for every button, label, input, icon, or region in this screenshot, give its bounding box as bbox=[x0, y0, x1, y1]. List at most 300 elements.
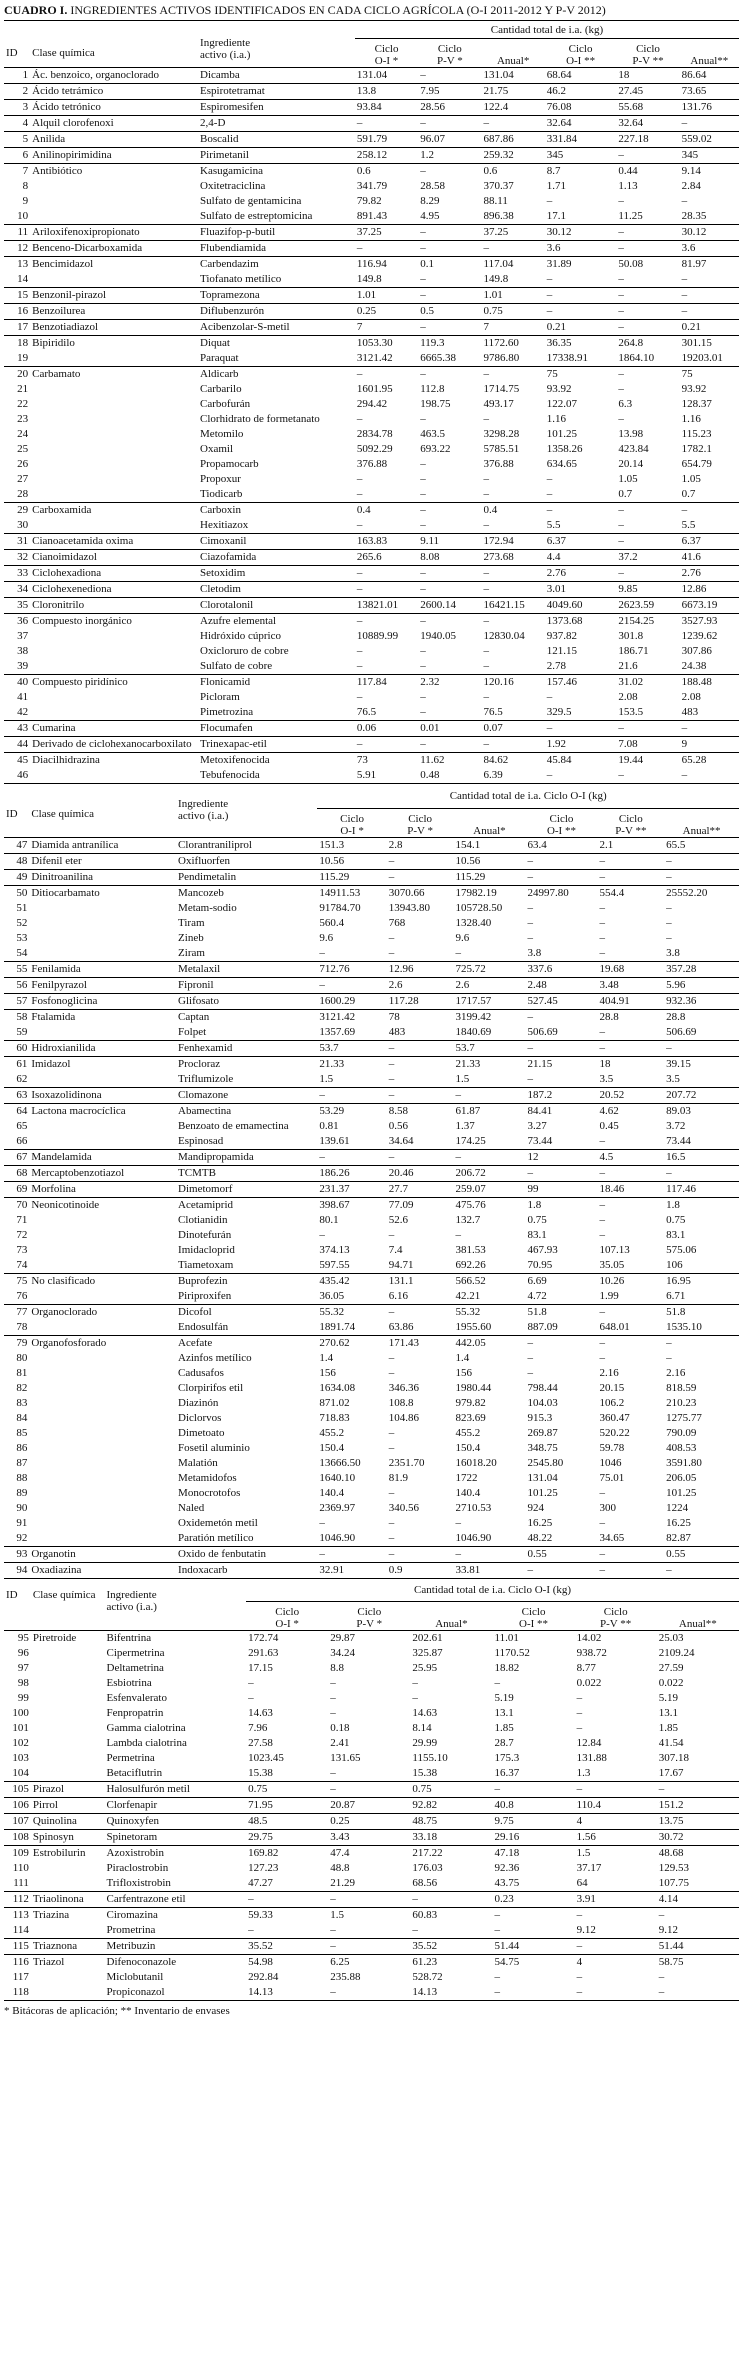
cell-clase: Triazina bbox=[31, 1908, 105, 1924]
table-row bbox=[4, 1676, 739, 1691]
cell-anual-envases: 483 bbox=[681, 706, 699, 718]
cell-ciclo-pv-envases: – bbox=[599, 1026, 605, 1038]
cell-id: 65 bbox=[16, 1120, 28, 1132]
table-row bbox=[4, 1563, 739, 1579]
cell-ciclo-pv-bitacora: 0.9 bbox=[387, 1563, 454, 1579]
table-caption bbox=[4, 3, 739, 18]
cell-anual-envases: 0.55 bbox=[664, 1547, 739, 1563]
cell-anual-bitacora: 1980.44 bbox=[455, 1382, 492, 1394]
cell-anual-envases: 0.21 bbox=[680, 320, 739, 336]
cell-ciclo-pv-bitacora: – bbox=[388, 1442, 395, 1454]
cell-anual-bitacora: – bbox=[410, 1892, 492, 1908]
cell-ciclo-oi-bitacora: 151.3 bbox=[319, 839, 345, 851]
cell-anual-envases: 12.86 bbox=[680, 582, 739, 598]
c2-line2: P-V * bbox=[356, 1618, 383, 1630]
cell-ciclo-oi-envases: – bbox=[545, 503, 617, 519]
table-row bbox=[4, 1471, 739, 1486]
cell-ciclo-pv-bitacora: – bbox=[418, 241, 481, 257]
cell-clase bbox=[30, 397, 198, 412]
cell-id: 50 bbox=[4, 886, 29, 902]
table-row bbox=[4, 1631, 739, 1647]
cell-ingrediente: Esfenvalerato bbox=[106, 1692, 167, 1704]
cell-ciclo-oi-bitacora: 294.42 bbox=[356, 398, 388, 410]
cell-ingrediente: Cimoxanil bbox=[198, 534, 355, 550]
table-row bbox=[4, 1411, 739, 1426]
cell-anual-bitacora: – bbox=[482, 582, 545, 598]
cell-ciclo-oi-envases: 0.23 bbox=[492, 1892, 574, 1908]
cell-ciclo-oi-envases: – bbox=[545, 288, 617, 304]
cell-id: 42 bbox=[17, 706, 29, 718]
cell-ciclo-pv-envases: – bbox=[576, 1986, 583, 1998]
cell-ciclo-oi-envases: – bbox=[546, 691, 553, 703]
cell-id: 116 bbox=[4, 1955, 31, 1971]
cell-ciclo-pv-envases: – bbox=[576, 1722, 583, 1734]
table-row bbox=[4, 68, 739, 84]
cell-ciclo-oi-bitacora: 13.8 bbox=[355, 84, 418, 100]
cell-ciclo-oi-bitacora: 718.83 bbox=[319, 1412, 350, 1424]
cell-anual-envases: 19203.01 bbox=[681, 352, 723, 364]
cell-ingrediente: Triflumizole bbox=[178, 1073, 234, 1085]
cell-ciclo-oi-bitacora: – bbox=[355, 241, 418, 257]
cell-anual-envases: 9.12 bbox=[658, 1924, 678, 1936]
cell-ciclo-oi-bitacora: 10.56 bbox=[317, 854, 386, 870]
cell-ciclo-oi-bitacora: 1601.95 bbox=[356, 383, 393, 395]
cell-anual-envases: 6.71 bbox=[666, 1290, 686, 1302]
cell-clase: Benzoilurea bbox=[30, 304, 198, 320]
table-row bbox=[4, 1072, 739, 1088]
cell-ciclo-pv-envases: 10.26 bbox=[597, 1274, 664, 1290]
cell-ciclo-pv-envases: 1.3 bbox=[576, 1767, 591, 1779]
table-row bbox=[4, 1182, 739, 1198]
cell-ciclo-oi-bitacora: – bbox=[356, 660, 363, 672]
cell-ciclo-pv-bitacora: – bbox=[418, 566, 481, 582]
cell-anual-bitacora: 1722 bbox=[455, 1472, 478, 1484]
c2-line1: Ciclo bbox=[437, 43, 462, 55]
cell-anual-envases: 58.75 bbox=[657, 1955, 739, 1971]
cell-ciclo-pv-envases: 2.16 bbox=[599, 1367, 619, 1379]
cell-ingrediente: Folpet bbox=[178, 1026, 207, 1038]
cell-ciclo-pv-bitacora: 2.6 bbox=[387, 978, 454, 994]
cell-id: 32 bbox=[4, 550, 30, 566]
cell-anual-envases: – bbox=[664, 854, 739, 870]
cell-id: 44 bbox=[4, 737, 30, 753]
cell-ciclo-oi-bitacora: 14911.53 bbox=[317, 886, 386, 902]
table-row bbox=[4, 1814, 739, 1830]
cell-ciclo-oi-bitacora: – bbox=[355, 566, 418, 582]
cell-anual-bitacora: – bbox=[482, 241, 545, 257]
cell-ciclo-oi-bitacora: 131.04 bbox=[356, 69, 388, 81]
cell-anual-envases: 51.8 bbox=[664, 1305, 739, 1321]
cell-ciclo-oi-bitacora: 53.7 bbox=[317, 1041, 386, 1057]
table-body-part-2 bbox=[4, 838, 739, 1579]
cell-ciclo-pv-envases: – bbox=[597, 1305, 664, 1321]
cell-anual-envases: 1275.77 bbox=[666, 1412, 702, 1424]
cell-anual-bitacora: 149.8 bbox=[483, 273, 509, 285]
cell-clase bbox=[29, 1366, 176, 1381]
cell-ciclo-oi-envases: 4049.60 bbox=[545, 598, 617, 614]
cell-ciclo-pv-envases: – bbox=[599, 932, 605, 944]
table-row bbox=[4, 382, 739, 397]
table-row bbox=[4, 518, 739, 534]
cell-ingrediente: Metam-sodio bbox=[178, 902, 237, 914]
cell-ciclo-pv-envases: 106.2 bbox=[599, 1397, 625, 1409]
cell-anual-envases: – bbox=[658, 1986, 665, 1998]
cell-clase: Bipiridilo bbox=[30, 336, 198, 352]
cell-ciclo-oi-bitacora: 17.15 bbox=[248, 1662, 273, 1674]
cell-ciclo-oi-bitacora: – bbox=[317, 1547, 386, 1563]
cell-id: 17 bbox=[4, 320, 30, 336]
cell-ciclo-oi-bitacora: – bbox=[248, 1677, 254, 1689]
cell-clase bbox=[31, 1646, 105, 1661]
cell-clase: Cumarina bbox=[30, 721, 198, 737]
cell-ciclo-oi-envases: – bbox=[492, 1908, 574, 1924]
cell-clase: Triazol bbox=[31, 1955, 105, 1971]
cell-id: 45 bbox=[4, 753, 30, 769]
cell-anual-envases: 5.5 bbox=[681, 519, 696, 531]
cell-ciclo-oi-envases: 68.64 bbox=[546, 69, 572, 81]
cell-id: 104 bbox=[12, 1767, 29, 1779]
cell-ciclo-pv-envases: 34.65 bbox=[599, 1532, 625, 1544]
cell-id: 43 bbox=[4, 721, 30, 737]
cell-anual-envases: 2.84 bbox=[681, 180, 701, 192]
col-header-ciclo-oi-envases-2 bbox=[525, 809, 597, 838]
cell-anual-bitacora: 68.56 bbox=[412, 1877, 438, 1889]
cell-anual-envases: – bbox=[681, 195, 688, 207]
cell-ingrediente: Pimetrozina bbox=[200, 706, 254, 718]
cell-ciclo-pv-envases: 20.52 bbox=[597, 1088, 664, 1104]
cell-id: 1 bbox=[22, 69, 29, 81]
cell-ciclo-pv-bitacora: 34.24 bbox=[330, 1647, 355, 1659]
cell-ingrediente: Acefate bbox=[176, 1336, 317, 1352]
cell-id: 24 bbox=[17, 428, 29, 440]
table-row bbox=[4, 1501, 739, 1516]
table-row bbox=[4, 1751, 739, 1766]
cell-ciclo-oi-bitacora: – bbox=[317, 978, 386, 994]
cell-anual-bitacora: 25.95 bbox=[412, 1662, 438, 1674]
cell-ciclo-oi-envases: 798.44 bbox=[527, 1382, 558, 1394]
table-row bbox=[4, 1320, 739, 1336]
cell-ciclo-pv-envases: 1864.10 bbox=[618, 352, 655, 364]
cell-id: 34 bbox=[4, 582, 30, 598]
cell-anual-bitacora: 21.33 bbox=[453, 1057, 525, 1073]
cell-ciclo-oi-bitacora: 14.63 bbox=[248, 1707, 273, 1719]
cell-anual-envases: – bbox=[681, 273, 688, 285]
cell-ciclo-oi-bitacora: 374.13 bbox=[319, 1244, 350, 1256]
col-header-ciclo-pv-envases-2 bbox=[597, 809, 664, 838]
table-row bbox=[4, 582, 739, 598]
cell-ciclo-pv-bitacora: 0.18 bbox=[330, 1722, 350, 1734]
cell-clase: Carboxamida bbox=[30, 503, 198, 519]
cell-clase bbox=[31, 1970, 105, 1985]
cell-ciclo-pv-envases: 404.91 bbox=[597, 994, 664, 1010]
cell-anual-envases: – bbox=[666, 917, 672, 929]
cell-clase bbox=[29, 946, 176, 962]
cell-ciclo-oi-envases: – bbox=[527, 1352, 533, 1364]
c1-line1: Ciclo bbox=[275, 1606, 300, 1618]
cell-ciclo-oi-bitacora: 7.96 bbox=[248, 1722, 268, 1734]
cell-anual-envases: – bbox=[681, 769, 688, 781]
cell-ciclo-oi-bitacora: – bbox=[248, 1692, 254, 1704]
cell-ciclo-oi-bitacora: 0.4 bbox=[355, 503, 418, 519]
col-header-clase: Clase química bbox=[32, 47, 95, 59]
cell-ciclo-oi-bitacora: 139.61 bbox=[319, 1135, 350, 1147]
cell-clase bbox=[30, 442, 198, 457]
cell-id: 57 bbox=[4, 994, 29, 1010]
cell-ciclo-pv-bitacora: 8.58 bbox=[387, 1104, 454, 1120]
cell-ciclo-pv-envases: 4 bbox=[575, 1814, 657, 1830]
cell-anual-bitacora: 9.6 bbox=[455, 932, 470, 944]
c1-line2: O-I * bbox=[340, 825, 364, 837]
cell-ingrediente: Dinotefurán bbox=[178, 1229, 232, 1241]
cell-clase: Cianoimidazol bbox=[30, 550, 198, 566]
cell-clase: Organotin bbox=[29, 1547, 176, 1563]
cell-ciclo-pv-bitacora: 483 bbox=[388, 1026, 406, 1038]
table-row bbox=[4, 1923, 739, 1939]
cell-ciclo-pv-envases: 7.08 bbox=[616, 737, 679, 753]
cell-ciclo-pv-bitacora: 3070.66 bbox=[387, 886, 454, 902]
table-row bbox=[4, 962, 739, 978]
cell-ingrediente: Topramezona bbox=[198, 288, 355, 304]
cell-ciclo-pv-envases: – bbox=[616, 534, 679, 550]
cell-anual-bitacora: 29.99 bbox=[412, 1737, 438, 1749]
cell-ciclo-oi-bitacora: 1.01 bbox=[355, 288, 418, 304]
cell-ciclo-pv-envases: – bbox=[597, 1563, 664, 1579]
cell-ciclo-pv-envases: – bbox=[618, 383, 624, 395]
cell-clase bbox=[31, 1676, 105, 1691]
cell-clase: Hidroxianilida bbox=[29, 1041, 176, 1057]
cell-anual-bitacora: 150.4 bbox=[455, 1442, 481, 1454]
cell-ciclo-pv-envases: – bbox=[618, 519, 624, 531]
cell-ciclo-pv-bitacora: 4.95 bbox=[420, 210, 440, 222]
cell-anual-bitacora: 48.75 bbox=[410, 1814, 492, 1830]
cell-ingrediente: Acibenzolar-S-metil bbox=[198, 320, 355, 336]
cell-id: 103 bbox=[12, 1752, 29, 1764]
cell-ingrediente: Propiconazol bbox=[106, 1986, 165, 1998]
cell-clase: Compuesto piridínico bbox=[30, 675, 198, 691]
cell-ingrediente: Trifloxistrobin bbox=[106, 1877, 171, 1889]
table-row bbox=[4, 534, 739, 550]
table-row bbox=[4, 870, 739, 886]
cell-ciclo-oi-envases: 84.41 bbox=[525, 1104, 597, 1120]
cell-ciclo-pv-envases: 3.5 bbox=[599, 1073, 614, 1085]
cell-ciclo-oi-envases: 43.75 bbox=[494, 1877, 520, 1889]
cell-ciclo-oi-envases: 93.92 bbox=[546, 383, 572, 395]
cell-ciclo-pv-bitacora: 8.29 bbox=[420, 195, 440, 207]
cell-ciclo-pv-bitacora: 48.8 bbox=[330, 1862, 350, 1874]
cell-anual-envases: – bbox=[664, 1166, 739, 1182]
cell-ciclo-oi-bitacora: 1046.90 bbox=[319, 1532, 356, 1544]
cell-id: 54 bbox=[16, 947, 28, 959]
cell-ciclo-oi-envases: 11.01 bbox=[494, 1632, 519, 1644]
cell-id: 102 bbox=[12, 1737, 29, 1749]
cell-ciclo-pv-bitacora: 94.71 bbox=[388, 1259, 414, 1271]
cell-ingrediente: Miclobutanil bbox=[106, 1971, 164, 1983]
table-row bbox=[4, 503, 739, 519]
table-row bbox=[4, 1547, 739, 1563]
cell-anual-envases: 16.5 bbox=[664, 1150, 739, 1166]
cell-ciclo-pv-bitacora: – bbox=[420, 660, 426, 672]
cell-ciclo-pv-envases: – bbox=[599, 1352, 605, 1364]
cell-ciclo-pv-envases: – bbox=[597, 1198, 664, 1214]
cell-ciclo-pv-envases: 264.8 bbox=[616, 336, 679, 352]
cell-ciclo-oi-bitacora: 10889.99 bbox=[356, 630, 399, 642]
cell-anual-bitacora: – bbox=[482, 566, 545, 582]
cell-id: 111 bbox=[13, 1877, 29, 1889]
cell-ciclo-oi-bitacora: 55.32 bbox=[317, 1305, 386, 1321]
cell-ciclo-oi-envases: 2.48 bbox=[525, 978, 597, 994]
table-row bbox=[4, 946, 739, 962]
cell-clase bbox=[31, 1923, 105, 1939]
cell-ciclo-oi-bitacora: 172.74 bbox=[248, 1632, 279, 1644]
cell-id: 81 bbox=[16, 1367, 28, 1379]
cell-id: 117 bbox=[12, 1971, 29, 1983]
cell-id: 112 bbox=[4, 1892, 31, 1908]
cell-ciclo-oi-envases: 48.22 bbox=[527, 1532, 553, 1544]
cell-anual-envases: 0.022 bbox=[658, 1677, 684, 1689]
table-row bbox=[4, 1119, 739, 1134]
cell-ciclo-oi-envases: 467.93 bbox=[527, 1244, 558, 1256]
cell-ciclo-pv-bitacora: 52.6 bbox=[388, 1214, 409, 1226]
cell-ciclo-oi-envases: 269.87 bbox=[527, 1427, 558, 1439]
cell-anual-bitacora: – bbox=[412, 1924, 418, 1936]
cell-id: 78 bbox=[16, 1321, 28, 1333]
cell-ciclo-pv-envases: 37.2 bbox=[616, 550, 679, 566]
cell-clase bbox=[30, 487, 198, 503]
table-row bbox=[4, 1198, 739, 1214]
cell-ciclo-pv-bitacora: 119.3 bbox=[418, 336, 481, 352]
cell-ciclo-oi-envases: 75 bbox=[545, 367, 617, 383]
cell-ciclo-pv-bitacora: 1940.05 bbox=[420, 630, 456, 642]
cell-anual-envases: 25.03 bbox=[658, 1632, 684, 1644]
table-row bbox=[4, 472, 739, 487]
cell-id: 60 bbox=[4, 1041, 29, 1057]
cell-ciclo-pv-envases: 4.5 bbox=[597, 1150, 664, 1166]
cell-anual-bitacora: 37.25 bbox=[482, 225, 545, 241]
cell-ciclo-pv-bitacora: – bbox=[420, 706, 426, 718]
table-row bbox=[4, 854, 739, 870]
cell-ciclo-oi-bitacora: 71.95 bbox=[246, 1798, 328, 1814]
col-header-ciclo-pv-bitacora bbox=[418, 39, 481, 68]
cell-clase bbox=[29, 931, 176, 946]
table-row bbox=[4, 225, 739, 241]
cell-ingrediente: Espirotetramat bbox=[198, 84, 355, 100]
cell-ciclo-oi-envases: 101.25 bbox=[546, 428, 578, 440]
cell-ciclo-pv-bitacora: 0.25 bbox=[328, 1814, 410, 1830]
c1-line1: Ciclo bbox=[340, 813, 365, 825]
cell-id: 114 bbox=[12, 1924, 29, 1936]
table-row bbox=[4, 1486, 739, 1501]
cell-clase bbox=[29, 1351, 176, 1366]
cell-ciclo-oi-envases: 122.07 bbox=[546, 398, 578, 410]
cell-id: 51 bbox=[16, 902, 28, 914]
table-body-part-1 bbox=[4, 68, 739, 784]
cell-anual-bitacora: 325.87 bbox=[412, 1647, 443, 1659]
cell-ciclo-pv-bitacora: 77.09 bbox=[387, 1198, 454, 1214]
cell-ciclo-oi-envases: 6.37 bbox=[545, 534, 617, 550]
cell-anual-envases: 5.96 bbox=[664, 978, 739, 994]
cell-clase: No clasificado bbox=[29, 1274, 176, 1290]
cell-id: 15 bbox=[4, 288, 30, 304]
table-row bbox=[4, 288, 739, 304]
cell-anual-envases: 2109.24 bbox=[658, 1647, 695, 1659]
c4-line1: Ciclo bbox=[568, 43, 593, 55]
table-row bbox=[4, 1456, 739, 1471]
cell-id: 4 bbox=[4, 116, 30, 132]
cell-anual-bitacora: 475.76 bbox=[453, 1198, 525, 1214]
c4-line1: Ciclo bbox=[549, 813, 574, 825]
cell-ciclo-oi-bitacora: 3121.42 bbox=[356, 352, 393, 364]
cell-anual-envases: 2.16 bbox=[666, 1367, 686, 1379]
cell-ingrediente: Glifosato bbox=[176, 994, 317, 1010]
cell-ciclo-pv-envases: 59.78 bbox=[599, 1442, 625, 1454]
cell-ciclo-oi-bitacora: 1023.45 bbox=[248, 1752, 284, 1764]
cell-anual-envases: 83.1 bbox=[666, 1229, 686, 1241]
cell-ingrediente: Oxido de fenbutatin bbox=[176, 1547, 317, 1563]
cell-ciclo-pv-envases: – bbox=[616, 367, 679, 383]
cell-ciclo-oi-bitacora: 156 bbox=[319, 1367, 336, 1379]
cell-ciclo-oi-envases: – bbox=[527, 932, 533, 944]
cell-anual-envases: – bbox=[657, 1782, 739, 1798]
table-row bbox=[4, 768, 739, 783]
cell-anual-bitacora: 35.52 bbox=[410, 1939, 492, 1955]
cell-clase: Cloronitrilo bbox=[30, 598, 198, 614]
table-row bbox=[4, 1736, 739, 1751]
cell-ciclo-pv-bitacora: – bbox=[328, 1782, 410, 1798]
table-row bbox=[4, 427, 739, 442]
cell-anual-bitacora: 84.62 bbox=[482, 753, 545, 769]
caption-text: INGREDIENTES ACTIVOS IDENTIFICADOS EN CADA CICLO AGRÍCOLA (O-I 2011-2012 Y P-V 2012) bbox=[70, 3, 606, 17]
table-row bbox=[4, 194, 739, 209]
c1-line2: O-I * bbox=[374, 55, 399, 67]
cell-ciclo-oi-envases: 1.92 bbox=[545, 737, 617, 753]
cell-ciclo-pv-bitacora: 768 bbox=[388, 917, 406, 929]
cell-ingrediente: Sulfato de estreptomicina bbox=[200, 210, 313, 222]
cell-ciclo-pv-bitacora: 9.11 bbox=[418, 534, 481, 550]
cell-anual-bitacora: 3298.28 bbox=[483, 428, 520, 440]
document-page bbox=[4, 0, 739, 2017]
cell-ciclo-oi-envases: – bbox=[527, 1367, 533, 1379]
cell-id: 56 bbox=[4, 978, 29, 994]
cell-ciclo-pv-envases: 18 bbox=[597, 1057, 664, 1073]
cell-ciclo-pv-envases: – bbox=[618, 195, 624, 207]
cell-anual-envases: 575.06 bbox=[666, 1244, 697, 1256]
cell-anual-envases: 41.54 bbox=[658, 1737, 684, 1749]
cell-ingrediente: Tiametoxam bbox=[178, 1259, 234, 1271]
table-body-part-3 bbox=[4, 1631, 739, 2001]
cell-anual-bitacora: – bbox=[455, 1229, 461, 1241]
table-row bbox=[4, 1396, 739, 1411]
cell-ingrediente: Gamma cialotrina bbox=[106, 1722, 186, 1734]
cell-anual-bitacora: 823.69 bbox=[455, 1412, 486, 1424]
cell-clase: Imidazol bbox=[29, 1057, 176, 1073]
cell-anual-bitacora: 55.32 bbox=[453, 1305, 525, 1321]
cell-anual-envases: 128.37 bbox=[681, 398, 712, 410]
cell-ingrediente: Azufre elemental bbox=[198, 614, 355, 630]
cell-ciclo-oi-envases: 8.7 bbox=[545, 164, 617, 180]
cell-clase: Mandelamida bbox=[29, 1150, 176, 1166]
cell-ciclo-pv-bitacora: 0.1 bbox=[418, 257, 481, 273]
cell-ingrediente: Azinfos metílico bbox=[178, 1352, 252, 1364]
cell-ciclo-pv-envases: – bbox=[616, 721, 679, 737]
cell-id: 10 bbox=[17, 210, 29, 222]
cell-ciclo-oi-bitacora: 398.67 bbox=[317, 1198, 386, 1214]
table-row bbox=[4, 100, 739, 116]
cell-anual-bitacora: 1172.60 bbox=[482, 336, 545, 352]
table-row bbox=[4, 209, 739, 225]
cell-anual-envases: 65.28 bbox=[680, 753, 739, 769]
cell-ciclo-pv-envases: – bbox=[599, 902, 605, 914]
cell-anual-bitacora: 140.4 bbox=[455, 1487, 481, 1499]
